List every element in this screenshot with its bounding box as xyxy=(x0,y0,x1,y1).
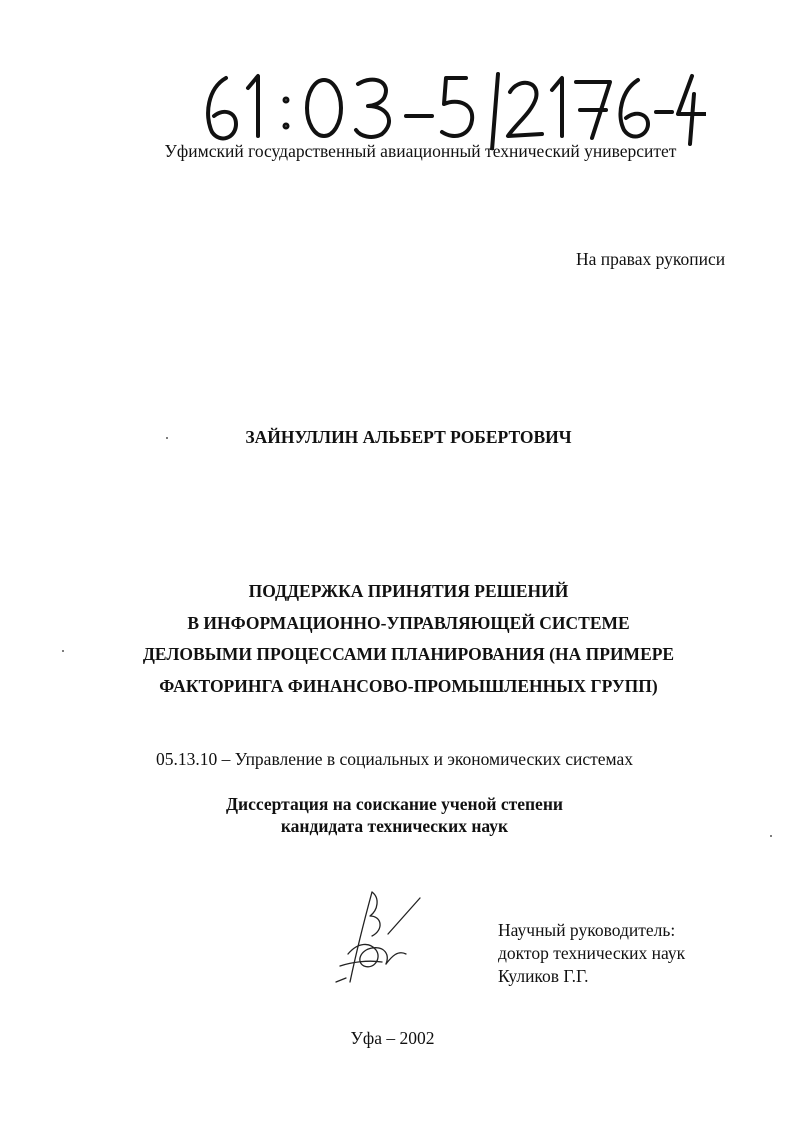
university-name: Уфимский государственный авиационный технический университет xyxy=(164,141,677,161)
signature xyxy=(328,884,424,994)
scan-speck xyxy=(770,835,772,837)
degree-line: Диссертация на соискание ученой степени xyxy=(226,794,563,814)
supervisor-line: доктор технических наук xyxy=(498,943,686,963)
degree-line: кандидата технических наук xyxy=(280,816,509,836)
dissertation-title xyxy=(12,576,793,702)
degree-statement xyxy=(0,793,791,837)
supervisor-line: Куликов Г.Г. xyxy=(498,966,589,986)
manuscript-note: На правах рукописи xyxy=(576,249,726,269)
handwritten-archive-code xyxy=(196,70,706,150)
supervisor-block xyxy=(498,919,685,988)
author-name: ЗАЙНУЛЛИН АЛЬБЕРТ РОБЕРТОВИЧ xyxy=(245,427,572,447)
title-line: В ИНФОРМАЦИОННО-УПРАВЛЯЮЩЕЙ СИСТЕМЕ xyxy=(187,612,630,633)
title-line: ФАКТОРИНГА ФИНАНСОВО-ПРОМЫШЛЕННЫХ ГРУПП) xyxy=(159,675,658,696)
scan-speck xyxy=(166,437,168,439)
supervisor-line: Научный руководитель: xyxy=(498,920,676,940)
title-line: ПОДДЕРЖКА ПРИНЯТИЯ РЕШЕНИЙ xyxy=(248,581,569,601)
city-year: Уфа – 2002 xyxy=(350,1028,435,1048)
scan-speck xyxy=(62,650,64,652)
specialty-code: 05.13.10 – Управление в социальных и экономических системах xyxy=(155,749,634,769)
title-line: ДЕЛОВЫМИ ПРОЦЕССАМИ ПЛАНИРОВАНИЯ (НА ПРИМЕРЕ xyxy=(142,644,675,664)
